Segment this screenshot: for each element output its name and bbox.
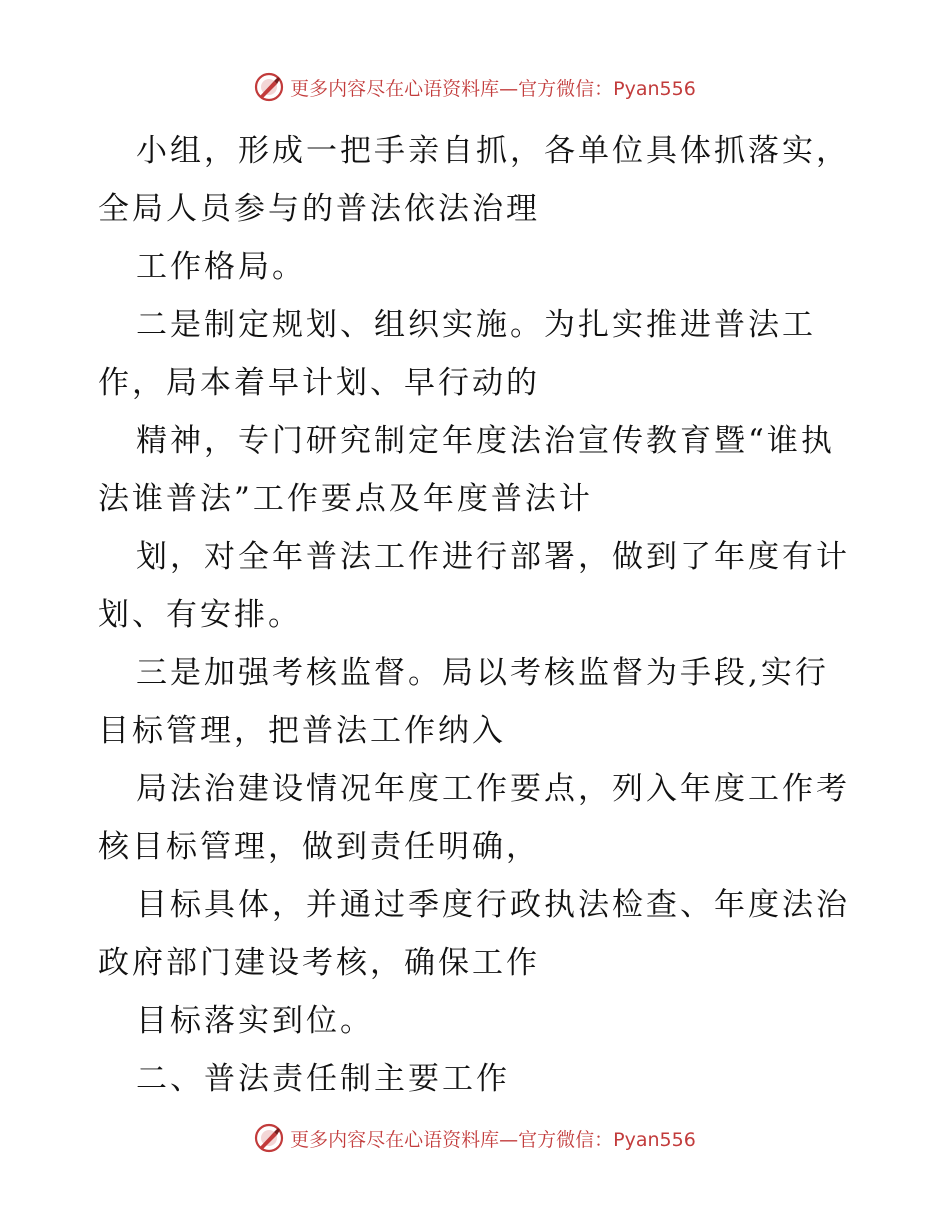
paragraph-line: 小组，形成一把手亲自抓，各单位具体抓落实， <box>136 133 850 169</box>
section-heading: 二、普法责任制主要工作 <box>136 1061 510 1097</box>
pen-logo-icon <box>254 1123 284 1153</box>
paragraph-line: 核目标管理，做到责任明确， <box>98 829 540 865</box>
paragraph-line: 目标管理，把普法工作纳入 <box>98 713 506 749</box>
page-header-watermark <box>0 72 950 102</box>
document-body <box>98 122 858 1108</box>
paragraph-line: 政府部门建设考核，确保工作 <box>98 945 540 981</box>
footer-watermark-text: 更多内容尽在心语资料库—官方微信：Pyan556 <box>290 1128 696 1151</box>
paragraph-line: 划、有安排。 <box>98 597 302 633</box>
paragraph-line: 法谁普法”工作要点及年度普法计 <box>98 481 593 517</box>
pen-logo-icon <box>254 72 284 102</box>
page-footer-watermark <box>0 1123 950 1153</box>
header-watermark-text: 更多内容尽在心语资料库—官方微信：Pyan556 <box>290 77 696 100</box>
paragraph-line: 二是制定规划、组织实施。为扎实推进普法工 <box>136 307 816 343</box>
paragraph-line: 精神，专门研究制定年度法治宣传教育暨“谁执 <box>136 423 835 459</box>
paragraph-line: 局法治建设情况年度工作要点，列入年度工作考 <box>136 771 850 807</box>
paragraph-line: 全局人员参与的普法依法治理 <box>98 191 540 227</box>
paragraph-line: 目标具体，并通过季度行政执法检查、年度法治 <box>136 887 850 923</box>
paragraph-line: 目标落实到位。 <box>136 1003 374 1039</box>
paragraph-line: 工作格局。 <box>136 249 306 285</box>
paragraph-line: 三是加强考核监督。局以考核监督为手段,实行 <box>136 655 829 691</box>
paragraph-line: 作，局本着早计划、早行动的 <box>98 365 540 401</box>
paragraph-line: 划，对全年普法工作进行部署，做到了年度有计 <box>136 539 850 575</box>
